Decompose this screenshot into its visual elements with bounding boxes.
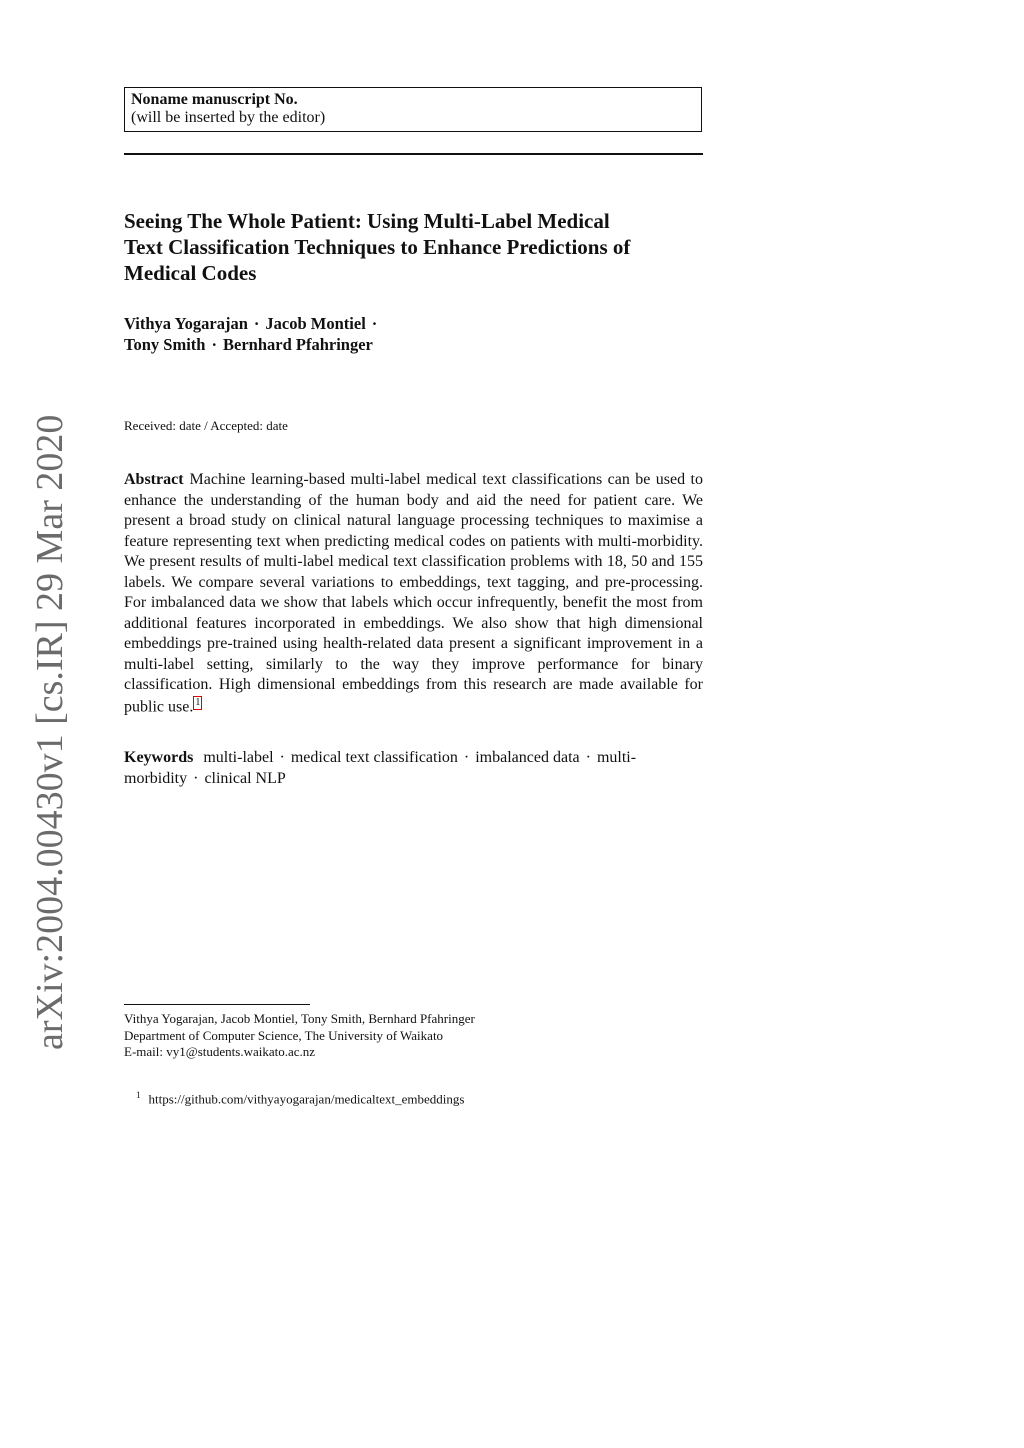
author-row: [124, 313, 704, 334]
keyword-separator: ·: [463, 749, 470, 766]
keyword-separator: ·: [585, 749, 591, 766]
keywords: [124, 748, 703, 789]
title-line: Text Classification Techniques to Enhance Predictions of: [124, 235, 631, 259]
arxiv-stamp: arXiv:2004.00430v1 [cs.IR] 29 Mar 2020: [29, 414, 71, 1050]
author-row: [124, 334, 704, 355]
abstract-label: Abstract: [124, 471, 184, 488]
keyword: clinical NLP: [204, 769, 286, 787]
manuscript-number-label: Noname manuscript No.: [131, 91, 298, 108]
title-line: Seeing The Whole Patient: Using Multi-Label Medical: [124, 209, 610, 233]
keyword: multi-label: [203, 749, 274, 766]
author-name: Bernhard Pfahringer: [222, 335, 373, 354]
author-separator: ·: [371, 314, 378, 333]
keyword-separator: ·: [193, 769, 199, 787]
editor-note: (will be inserted by the editor): [131, 109, 326, 126]
keyword: multi-morbidity: [124, 749, 637, 787]
author-list: [124, 313, 704, 355]
author-name: Jacob Montiel: [265, 314, 366, 333]
abstract: [124, 470, 703, 717]
affiliation-department: Department of Computer Science, The University of Waikato: [124, 1027, 444, 1043]
keyword: medical text classification: [290, 749, 458, 766]
title-line: Medical Codes: [124, 261, 257, 285]
keywords-label: Keywords: [124, 749, 194, 766]
paper-title: [124, 208, 714, 286]
author-name: Tony Smith: [124, 335, 206, 354]
editor-box: [124, 87, 702, 132]
affiliation-email: E-mail: vy1@students.waikato.ac.nz: [124, 1044, 316, 1059]
footnote-number: 1: [136, 1090, 141, 1100]
received-accepted-date: Received: date / Accepted: date: [124, 418, 288, 433]
footnote: [136, 1087, 696, 1107]
author-name: Vithya Yogarajan: [124, 314, 248, 333]
abstract-text: Machine learning-based multi-label medical text classifications can be used to enhance the understanding of the human body and aid the need for patient care. We present a broad study on clinical natural language processing techniques to maximise a feature representing text when predicting medical codes on patients with multi-morbidity. We present results of multi-label medical text classification problems with 18, 50 and 155 labels. We compare several variations to embeddings, text tagging, and pre-processing. For imbalanced data we show that labels which occur infrequently, benefit the most from additional features incorporated in embeddings. We also show that high dimensional embeddings pre-trained using health-related data present a significant improvement in a multi-label setting, similarly to the way they improve performance for binary classification. High dimensional embeddings from this research are made available for public use.: [124, 471, 703, 715]
footnote-reference-link[interactable]: 1: [195, 696, 201, 708]
author-separator: ·: [211, 335, 217, 354]
author-separator: ·: [253, 314, 260, 333]
affiliation: [124, 1011, 684, 1061]
footnote-rule: [124, 1004, 310, 1005]
keyword: imbalanced data: [475, 749, 580, 766]
affiliation-names: Vithya Yogarajan, Jacob Montiel, Tony Smith, Bernhard Pfahringer: [124, 1011, 475, 1026]
footnote-url-link[interactable]: https://github.com/vithyayogarajan/medicaltext_embeddings: [148, 1091, 465, 1107]
header-rule: [124, 153, 703, 155]
keyword-separator: ·: [279, 749, 285, 766]
